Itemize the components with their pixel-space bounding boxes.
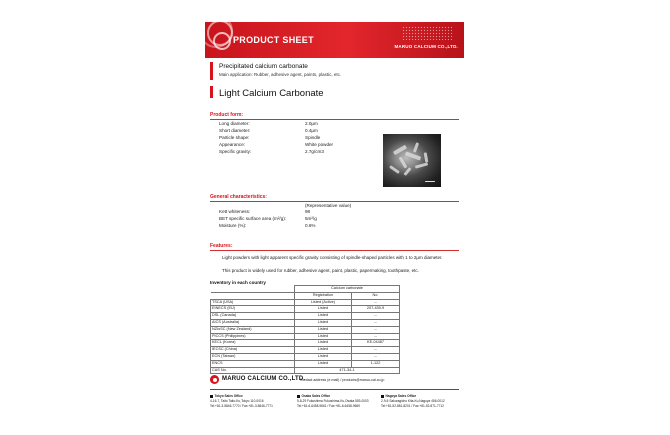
country-cell: ECN (Taiwan) [211,353,295,360]
product-sheet [205,22,464,427]
form-value: Spindle [305,135,321,140]
registration-cell: Listed [295,333,352,340]
bullet-square-icon [210,395,213,398]
office-tel: Tel:+81-52-881-8201 / Fax:+81-52-871-7712 [381,404,444,408]
dot-pattern [402,26,452,40]
grade-accent-bar [210,86,213,98]
footer-rule [210,389,459,390]
registration-cell: Listed [295,353,352,360]
group-header: Calcium carbonate [295,286,400,293]
grade-title: Light Calcium Carbonate [219,88,324,99]
table-row [211,292,400,299]
number-cell: 1-122 [352,360,400,367]
form-label: Specific gravity: [219,149,252,154]
table-row [211,286,400,293]
country-cell: PICCS (Philippines) [211,333,295,340]
logo-text: MARUO CALCIUM CO.,LTD. [222,376,306,382]
header-banner [205,22,464,58]
office-name: Nagoya Sales Office [385,394,417,398]
general-value: 98 [305,209,311,214]
section-rule [210,250,459,251]
office-tokyo [210,394,273,409]
office-tel: Tel:+81-6-6458-9661 / Fax:+81-6-6458-9669 [297,404,360,408]
representative-note: (Representative value) [305,203,352,208]
office-osaka [297,394,369,409]
general-value: 0.6% [305,223,316,228]
number-cell: -- [352,326,400,333]
country-cell: ENCS [211,360,295,367]
office-address: 2-9-6 Sakuragicho Kita-Ku,Nagoya 456-0012 [381,399,445,403]
table-row [211,299,400,306]
office-nagoya [381,394,445,409]
company-logo [210,375,306,385]
cas-number-cell: 471-34-1 [295,367,400,374]
registration-cell: Listed [295,319,352,326]
form-value: 2.0μm [305,121,318,126]
country-cell: DSL (Canada) [211,313,295,320]
inventory-title: Inventory in each country [210,280,266,285]
number-cell: -- [352,313,400,320]
banner-title: PRODUCT SHEET [233,35,314,45]
country-cell: EINECS (EU) [211,306,295,313]
section-rule [210,119,459,120]
table-row [211,313,400,320]
number-cell: -- [352,347,400,354]
office-name: Osaka Sales Office [301,394,331,398]
feature-line: This product is widely used for rubber, adhesive agent, paint, plastic, papermaking, toothpaste, etc. [222,268,419,273]
table-row [211,333,400,340]
registration-cell: Listed (Active) [295,299,352,306]
country-cell: TSCA (USA) [211,299,295,306]
general-label: Kett whiteness: [219,209,251,214]
feature-line: Light powders with light apparent specific gravity consisting of spindle-shaped particles with 1 to 2μm diameter. [222,255,443,260]
inventory-table [210,285,400,374]
table-row [211,360,400,367]
logo-mark-icon [210,375,219,384]
number-cell: -- [352,333,400,340]
office-address: 4-16-7, Taito Taito-Ku,Tokyo 110-0016 [210,399,264,403]
section-rule [210,201,459,202]
registration-cell: Listed [295,306,352,313]
country-cell: KECL (Korea) [211,340,295,347]
registration-cell: Listed [295,340,352,347]
general-title: General characteristics: [210,194,267,200]
registration-cell: Listed [295,326,352,333]
country-cell: IECSC (China) [211,347,295,354]
number-cell: 207-439-9 [352,306,400,313]
country-cell: NZIoSC (New Zealand) [211,326,295,333]
contact-address: Contact address (e-mail) / products@maruo-cal.co.jp [300,378,385,382]
banner-company: MARUO CALCIUM CO.,LTD. [394,44,458,49]
registration-cell: Listed [295,313,352,320]
office-tel: Tel:+81-3-5846-7770 / Fax:+81-3-5846-7771 [210,404,273,408]
number-cell: -- [352,353,400,360]
number-cell: -- [352,299,400,306]
form-value: 2.7g/cm3 [305,149,324,154]
office-address: 5-8-29 Fukushima Fukushima-Ku,Osaka 553-0003 [297,399,369,403]
table-row [211,353,400,360]
table-row [211,340,400,347]
office-name: Tokyo Sales Office [214,394,243,398]
features-title: Features: [210,243,233,249]
main-application: Main application: Rubber, adhesive agent, paints, plastic, etc. [219,72,342,77]
number-cell: -- [352,319,400,326]
sem-micrograph-image [383,134,441,187]
table-row [211,326,400,333]
cas-label-cell: CAS No. [211,367,295,374]
general-label: Moisture (%): [219,223,247,228]
table-row [211,306,400,313]
general-label: BET specific surface area (m²/g): [219,216,287,221]
product-name: Precipitated calcium carbonate [219,63,308,70]
title-accent-bar [210,62,213,80]
registration-cell: Listed [295,347,352,354]
bullet-square-icon [381,395,384,398]
form-label: Appearance: [219,142,246,147]
country-cell: AICS (Australia) [211,319,295,326]
form-value: White powder [305,142,334,147]
form-label: Short diameter: [219,128,251,133]
bullet-square-icon [297,395,300,398]
product-form-title: Product form: [210,112,244,118]
table-row [211,347,400,354]
form-label: Long diameter: [219,121,250,126]
col-no: No. [352,292,400,299]
registration-cell: Listed [295,360,352,367]
table-row [211,367,400,374]
col-registration: Registration [295,292,352,299]
general-value: 5m²/g [305,216,317,221]
form-label: Particle shape: [219,135,250,140]
number-cell: KE-04487 [352,340,400,347]
form-value: 0.4μm [305,128,318,133]
table-row [211,319,400,326]
